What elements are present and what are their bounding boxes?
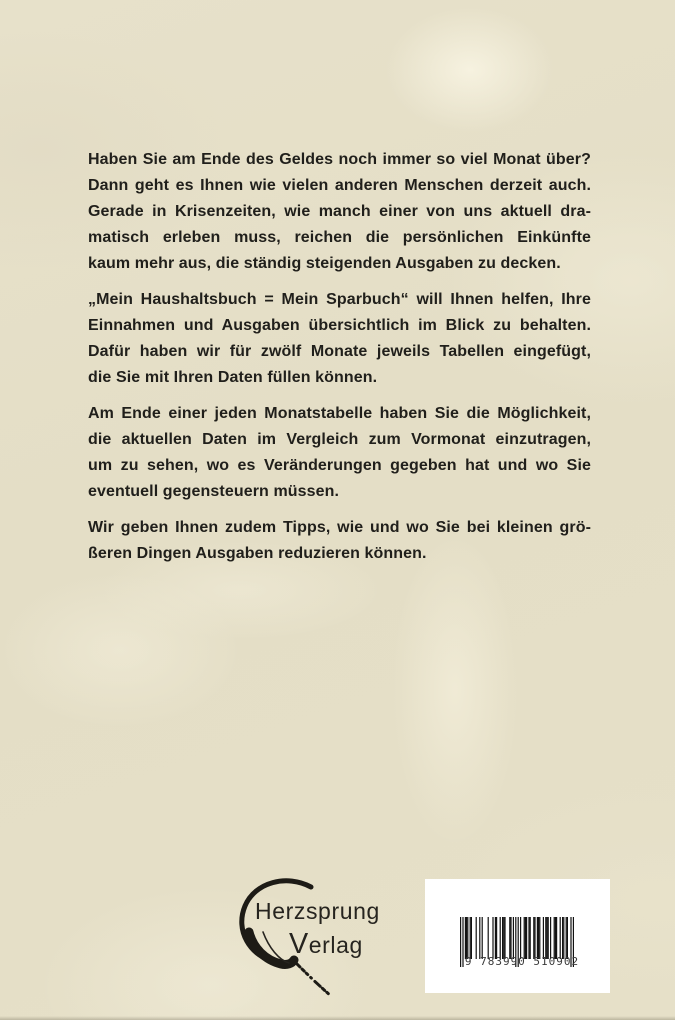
text-line: Am Ende einer jeden Monatstabelle haben Sie die Möglichkeit, [88, 405, 591, 422]
text-line: Dafür haben wir für zwölf Monate jeweils Tabellen eingefügt, [88, 343, 591, 360]
body-text [88, 147, 591, 577]
barcode-box [425, 879, 610, 993]
cover-bottom-shadow [0, 1016, 675, 1020]
publisher-type: Verlag [289, 928, 363, 960]
text-line: die Sie mit Ihren Daten füllen können. [88, 369, 378, 386]
publisher-logo [233, 870, 408, 1010]
text-line: Einnahmen und Ausgaben übersichtlich im Blick zu behalten. [88, 317, 591, 334]
text-line: Gerade in Krisenzeiten, wie manch einer von uns aktuell dra- [88, 203, 591, 220]
paragraph [88, 147, 591, 277]
barcode-digits: 9 783990 510902 [464, 955, 580, 968]
text-line: die aktuellen Daten im Vergleich zum Vormonat einzutragen, [88, 431, 591, 448]
paragraph [88, 515, 591, 567]
paragraph [88, 401, 591, 505]
publisher-name: Herzsprung [255, 898, 380, 924]
text-line: um zu sehen, wo es Veränderungen gegeben hat und wo Sie [88, 457, 591, 474]
text-line: eventuell gegensteuern müssen. [88, 483, 340, 500]
text-line: ßeren Dingen Ausgaben reduzieren können. [88, 545, 427, 562]
text-line: „Mein Haushaltsbuch = Mein Sparbuch“ will Ihnen helfen, Ihre [88, 291, 591, 308]
text-line: Wir geben Ihnen zudem Tipps, wie und wo Sie bei kleinen grö- [88, 519, 591, 536]
text-line: matisch erleben muss, reichen die persönlichen Einkünfte [88, 229, 591, 246]
text-line: Haben Sie am Ende des Geldes noch immer so viel Monat über? [88, 151, 591, 168]
text-line: Dann geht es Ihnen wie vielen anderen Menschen derzeit auch. [88, 177, 591, 194]
text-line: kaum mehr aus, die ständig steigenden Ausgaben zu decken. [88, 255, 561, 272]
paragraph [88, 287, 591, 391]
